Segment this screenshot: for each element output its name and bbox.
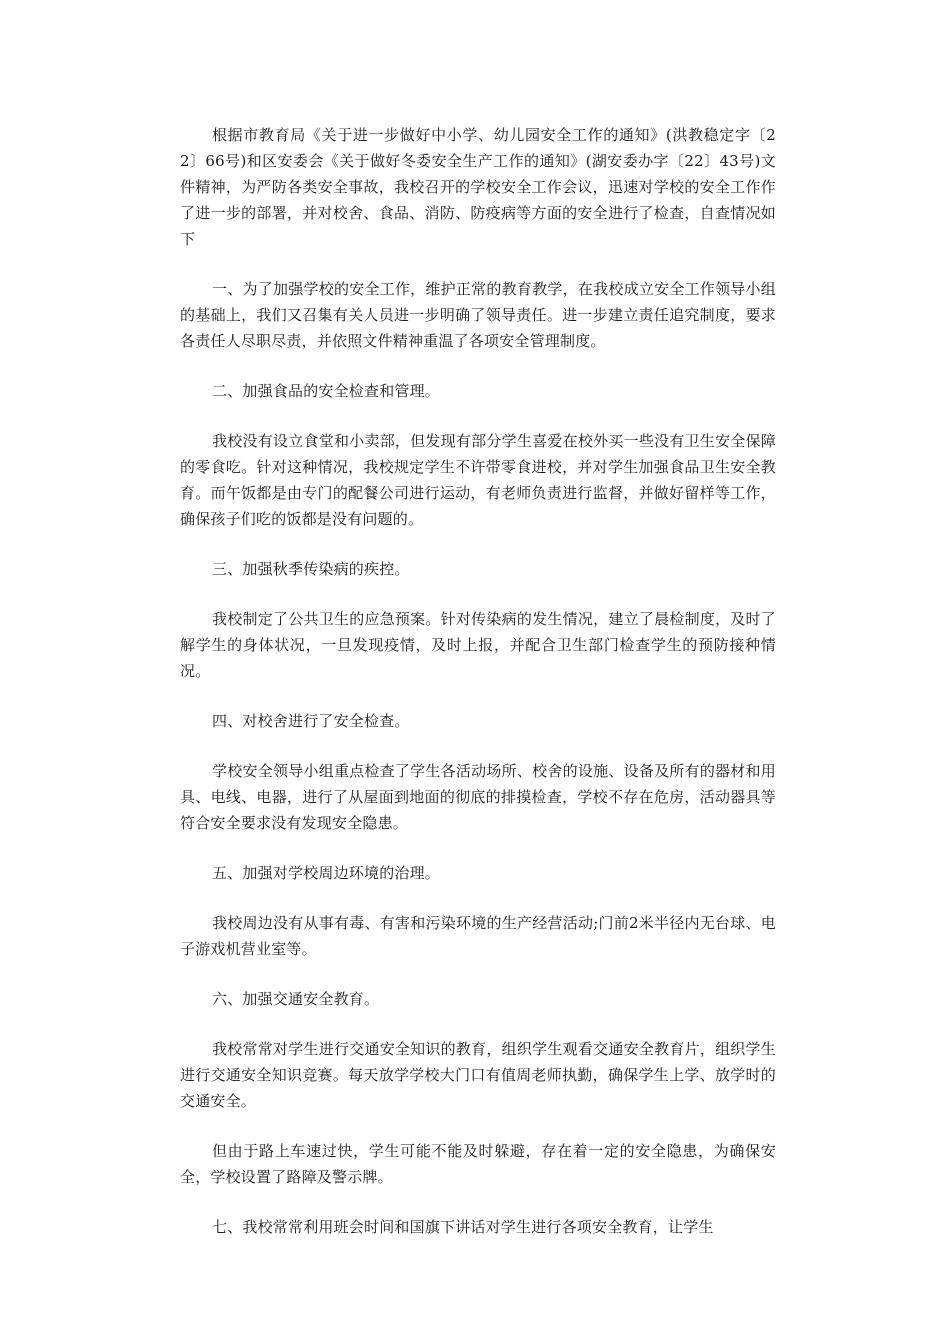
section-six-heading: 六、加强交通安全教育。 [212,990,380,1008]
document-body [180,122,776,1264]
section-seven-paragraph: 七、我校常常利用班会时间和国旗下讲话对学生进行各项安全教育，让学生 [212,1218,714,1236]
section-four-paragraph: 学校安全领导小组重点检查了学生各活动场所、校舍的设施、设备及所有的器材和用具、电线、电器，进行了从屋面到地面的彻底的排摸检查，学校不存在危房，活动器具等符合安全要求没有发现安全隐患。 [180,762,776,832]
section-three-heading: 三、加强秋季传染病的疾控。 [212,560,410,578]
section-six-followup-paragraph: 但由于路上车速过快，学生可能不能及时躲避，存在着一定的安全隐患，为确保安全，学校设置了路障及警示牌。 [180,1142,776,1186]
section-six-paragraph: 我校常常对学生进行交通安全知识的教育，组织学生观看交通安全教育片，组织学生进行交通安全知识竞赛。每天放学学校大门口有值周老师执勤，确保学生上学、放学时的交通安全。 [180,1040,776,1110]
intro-paragraph: 根据市教育局《关于进一步做好中小学、幼儿园安全工作的通知》(洪教稳定字〔22〕66号)和区安委会《关于做好冬委安全生产工作的通知》(湖安委办字〔22〕43号)文件精神，为严防各类安全事故，我校召开的学校安全工作会议，迅速对学校的安全工作作了进一步的部署，并对校舍、食品、消防、防疫病等方面的安全进行了检查，自查情况如下 [180,126,776,248]
section-five-paragraph: 我校周边没有从事有毒、有害和污染环境的生产经营活动;门前2米半径内无台球、电子游戏机营业室等。 [180,914,776,958]
section-four-heading: 四、对校舍进行了安全检查。 [212,712,410,730]
section-two-heading: 二、加强食品的安全检查和管理。 [212,382,441,400]
section-two-paragraph: 我校没有设立食堂和小卖部，但发现有部分学生喜爱在校外买一些没有卫生安全保障的零食吃。针对这种情况，我校规定学生不许带零食进校，并对学生加强食品卫生安全教育。而午饭都是由专门的配餐公司进行运动，有老师负责进行监督，并做好留样等工作，确保孩子们吃的饭都是没有问题的。 [180,432,776,528]
section-five-heading: 五、加强对学校周边环境的治理。 [212,864,441,882]
section-three-paragraph: 我校制定了公共卫生的应急预案。针对传染病的发生情况，建立了晨检制度，及时了解学生的身体状况，一旦发现疫情，及时上报，并配合卫生部门检查学生的预防接种情况。 [180,610,776,680]
section-one-paragraph: 一、为了加强学校的安全工作，维护正常的教育教学，在我校成立安全工作领导小组的基础上，我们又召集有关人员进一步明确了领导责任。进一步建立责任追究制度，要求各责任人尽职尽责，并依照文件精神重温了各项安全管理制度。 [180,280,776,350]
